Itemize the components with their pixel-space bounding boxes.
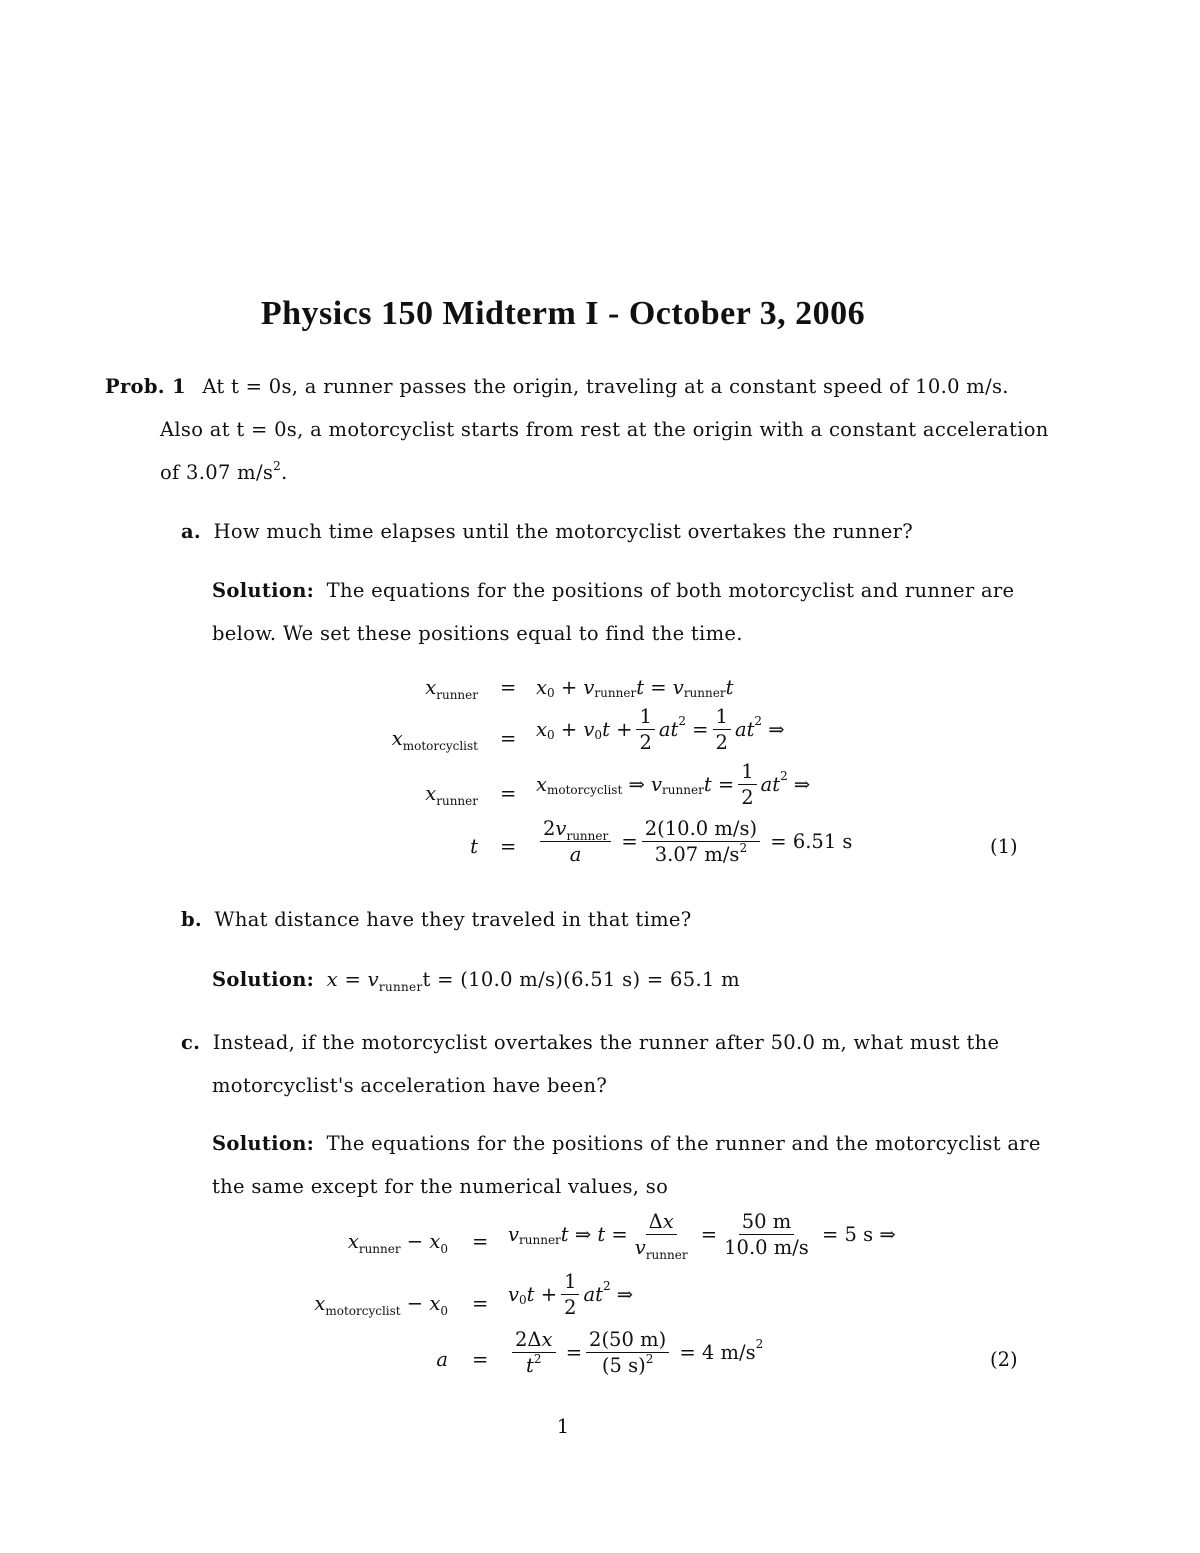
equation-rhs: x 0 + v 0 t + $\frac{1}{2}$ at 2 = $\frac{1}{2}$ at 2 ⇒	[536, 705, 785, 755]
equation-lhs: $x_{motorcyclist}$	[391, 727, 478, 753]
part-c-question-line-1	[181, 1031, 999, 1054]
solution-formula: x = v	[326, 968, 379, 991]
equation-lhs: $x_{runner}$	[425, 782, 478, 808]
equation-rhs: x motorcyclist ⇒ v runner t = $\frac{1}{2}$ at 2 ⇒	[536, 760, 811, 810]
problem-statement-line-3	[160, 461, 288, 484]
equation-rhs: x 0 + v runner t = v runner t	[536, 676, 734, 700]
equation-equals: =	[500, 676, 517, 699]
page-number: 1	[556, 1415, 570, 1438]
equation-lhs: $x_{runner}$	[425, 676, 478, 702]
equation-equals: =	[500, 835, 517, 858]
equation-number: (1)	[990, 835, 1018, 858]
part-c-solution-line-2: the same except for the numerical values, so	[212, 1175, 669, 1198]
part-a-question-text: How much time elapses until the motorcyclist overtakes the runner?	[213, 520, 913, 543]
solution-label: Solution:	[212, 968, 315, 991]
equation-rhs: v 0 t + $\frac{1}{2}$ at 2 ⇒	[508, 1270, 634, 1320]
part-a-solution-line-1	[212, 579, 1014, 602]
part-a-solution-line-2: below. We set these positions equal to find the time.	[212, 622, 743, 645]
equation-lhs: $x_{motorcyclist} - x_0$	[314, 1292, 448, 1318]
part-a-question	[181, 520, 913, 543]
part-c-question-text: Instead, if the motorcyclist overtakes the runner after 50.0 m, what must the	[212, 1031, 1000, 1054]
part-c-solution-line-1	[212, 1132, 1041, 1155]
part-b-label: b.	[181, 908, 203, 931]
part-b-question	[181, 908, 692, 931]
equation-equals: =	[472, 1230, 489, 1253]
equation-rhs: $\frac{2\Delta x}{t^2}$ = $\frac{2(50 m)}{(5 s)^2}$ = 4 m/s 2	[508, 1329, 763, 1377]
solution-label: Solution:	[212, 1132, 315, 1155]
page-title: Physics 150 Midterm I - October 3, 2006	[260, 295, 866, 332]
problem-statement-line-2: Also at t = 0s, a motorcyclist starts from rest at the origin with a constant acceleration	[160, 418, 1049, 441]
equation-lhs: $x_{runner} - x_0$	[347, 1230, 448, 1256]
problem-label: Prob. 1	[105, 375, 186, 398]
equation-equals: =	[472, 1348, 489, 1371]
solution-text: The equations for the positions of the runner and the motorcyclist are	[326, 1132, 1041, 1155]
solution-text: The equations for the positions of both motorcyclist and runner are	[326, 579, 1015, 602]
solution-label: Solution:	[212, 579, 315, 602]
part-b-question-text: What distance have they traveled in that time?	[214, 908, 692, 931]
period: .	[281, 461, 288, 484]
equation-lhs: a	[436, 1348, 448, 1371]
part-b-solution	[212, 968, 740, 994]
equation-rhs: $\frac{2v_{runner}}{a}$ = $\frac{2(10.0 m/s)}{3.07 m/s^2}$ = 6.51 s	[536, 818, 852, 866]
superscript: 2	[273, 459, 282, 473]
equation-equals: =	[500, 727, 517, 750]
part-c-label: c.	[181, 1031, 201, 1054]
equation-equals: =	[500, 782, 517, 805]
solution-result: t = (10.0 m/s)(6.51 s) = 65.1 m	[422, 968, 740, 991]
part-c-question-line-2: motorcyclist's acceleration have been?	[212, 1074, 608, 1097]
equation-lhs: t	[470, 835, 478, 858]
part-a-label: a.	[181, 520, 202, 543]
problem-statement-line-1	[105, 375, 1009, 398]
equation-rhs: v runner t ⇒ t = $\frac{\Delta x}{v_{runner}}$ = $\frac{50 m}{10.0 m/s}$ = 5 s ⇒	[508, 1210, 896, 1263]
problem-text-3: of 3.07 m/s	[160, 461, 274, 484]
equation-number: (2)	[990, 1348, 1018, 1371]
equation-equals: =	[472, 1292, 489, 1315]
problem-text-1: At t = 0s, a runner passes the origin, traveling at a constant speed of 10.0 m/s.	[202, 375, 1009, 398]
subscript: runner	[378, 980, 423, 994]
